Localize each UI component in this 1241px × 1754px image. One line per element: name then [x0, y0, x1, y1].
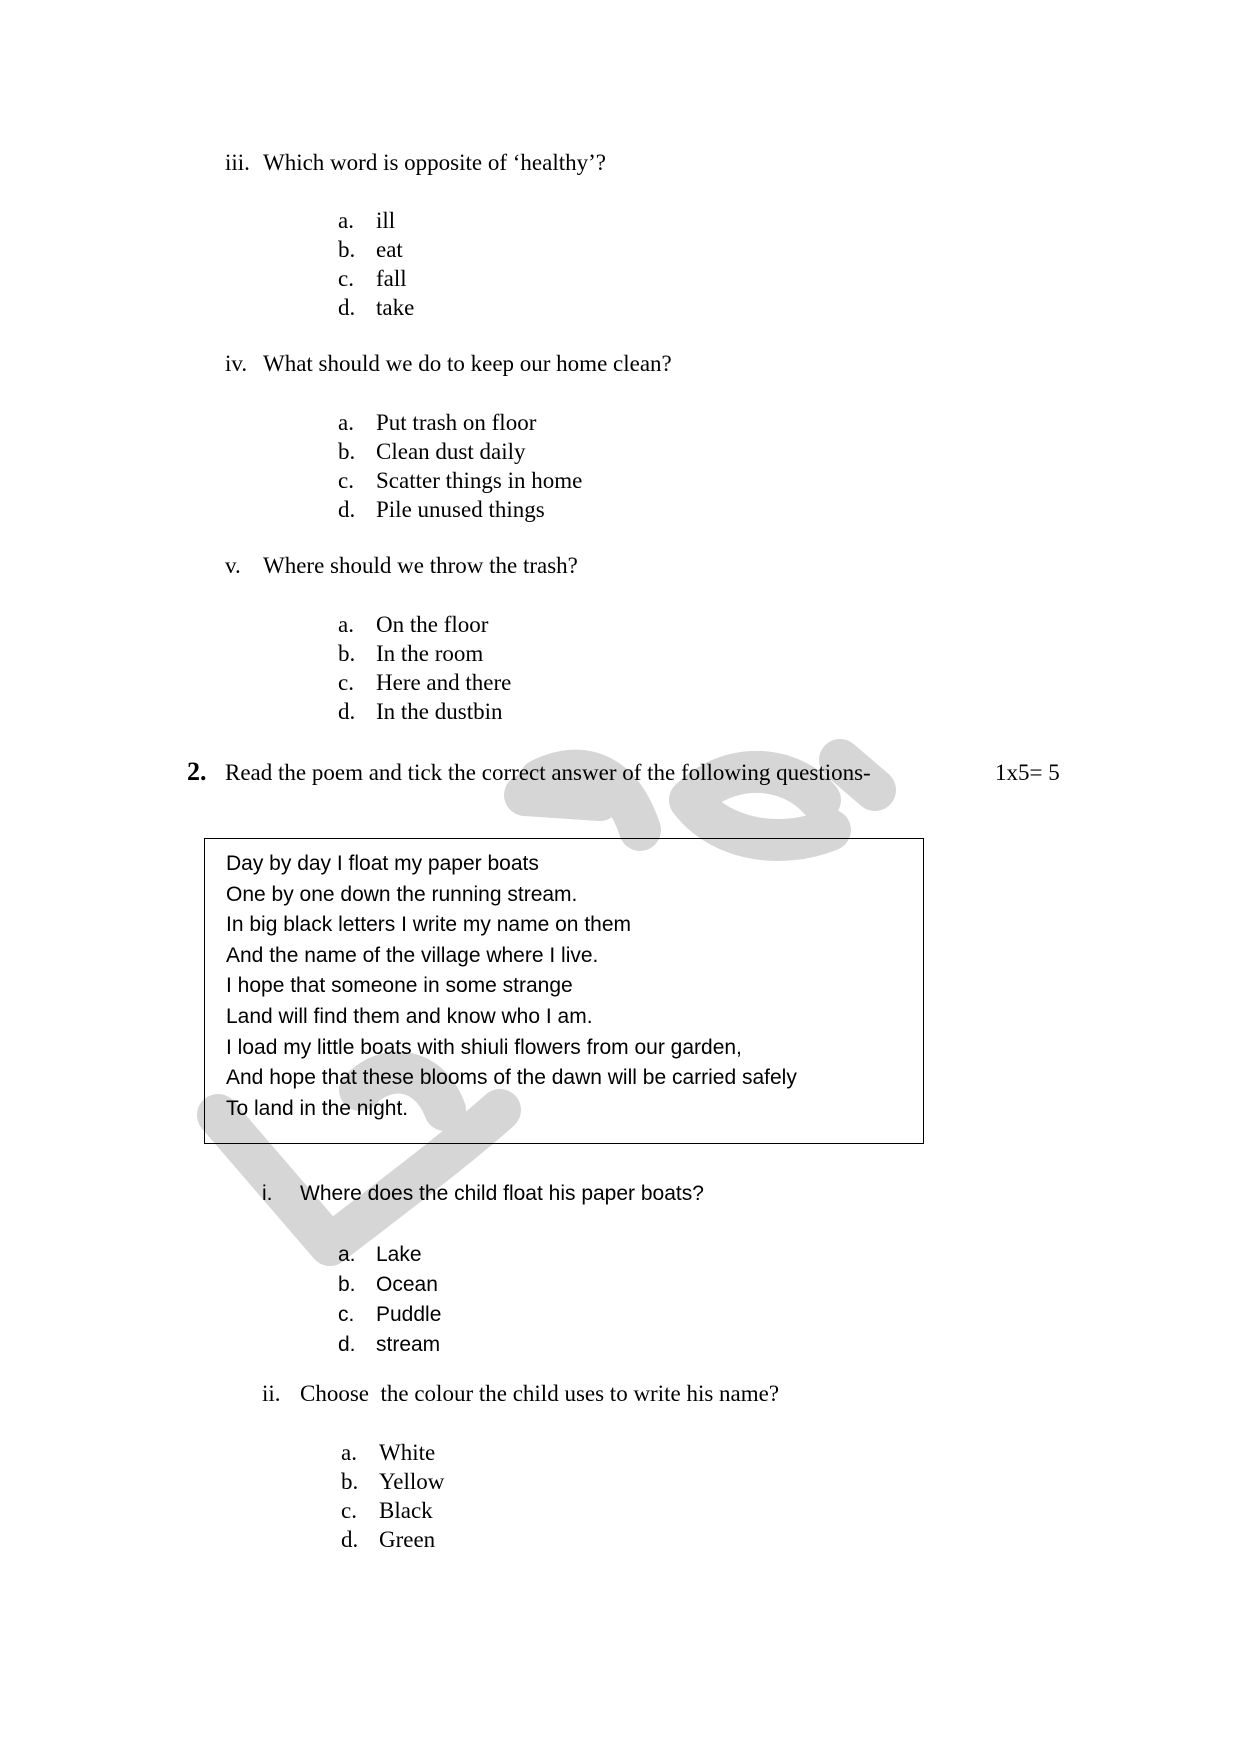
question-number: iii.: [225, 150, 250, 175]
option-a[interactable]: a. Lake: [338, 1243, 422, 1266]
poem-line: Land will find them and know who I am.: [226, 1004, 593, 1028]
poem-line: Day by day I float my paper boats: [226, 852, 539, 875]
question-number: ii.: [262, 1381, 281, 1406]
option-a[interactable]: a. White: [341, 1440, 436, 1465]
option-a[interactable]: a. ill: [338, 208, 396, 233]
poem-box: [204, 838, 924, 1144]
poem-line: I hope that someone in some strange: [226, 974, 573, 998]
section-2-heading: [187, 757, 207, 787]
option-b[interactable]: b. In the room: [338, 641, 484, 666]
option-c[interactable]: c. Puddle: [338, 1303, 442, 1326]
option-b[interactable]: b. eat: [338, 237, 403, 262]
option-d[interactable]: d. take: [338, 295, 415, 320]
option-b[interactable]: b. Clean dust daily: [338, 439, 526, 464]
question-i: [262, 1182, 704, 1206]
poem-line: And the name of the village where I live.: [226, 943, 599, 967]
option-d[interactable]: d. In the dustbin: [338, 699, 503, 724]
poem-line: In big black letters I write my name on them: [226, 913, 631, 937]
question-number: i.: [262, 1182, 273, 1205]
section-2-instruction: Read the poem and tick the correct answer of the following questions-: [225, 760, 871, 785]
section-2-marks: 1x5= 5: [995, 760, 1060, 785]
question-text: What should we do to keep our home clean?: [263, 351, 672, 376]
option-c[interactable]: c. Here and there: [338, 670, 512, 695]
question-text: Where does the child float his paper boats?: [300, 1182, 704, 1205]
poem-line: To land in the night.: [226, 1096, 409, 1120]
question-text: Where should we throw the trash?: [263, 553, 578, 578]
poem-line: One by one down the running stream.: [226, 882, 578, 906]
option-d[interactable]: d. stream: [338, 1333, 441, 1356]
option-b[interactable]: b. Yellow: [341, 1469, 445, 1494]
option-a[interactable]: a. Put trash on floor: [338, 410, 537, 435]
option-b[interactable]: b. Ocean: [338, 1273, 438, 1296]
option-c[interactable]: c. Black: [341, 1498, 433, 1523]
option-c[interactable]: c. Scatter things in home: [338, 468, 583, 493]
poem-line: I load my little boats with shiuli flowers from our garden,: [226, 1035, 742, 1059]
question-text: Which word is opposite of ‘healthy’?: [263, 150, 606, 175]
poem-line: And hope that these blooms of the dawn will be carried safely: [226, 1066, 797, 1090]
option-c[interactable]: c. fall: [338, 266, 407, 291]
question-number: iv.: [225, 351, 248, 376]
question-text: Choose the colour the child uses to write his name?: [300, 1381, 780, 1406]
question-ii: [262, 1381, 779, 1407]
question-iii: [225, 150, 606, 176]
option-d[interactable]: d. Green: [341, 1527, 436, 1552]
question-iv: [225, 351, 672, 377]
option-a[interactable]: a. On the floor: [338, 612, 489, 637]
question-v: [225, 553, 578, 579]
section-number: 2.: [187, 757, 207, 786]
question-number: v.: [225, 553, 241, 578]
option-d[interactable]: d. Pile unused things: [338, 497, 545, 522]
